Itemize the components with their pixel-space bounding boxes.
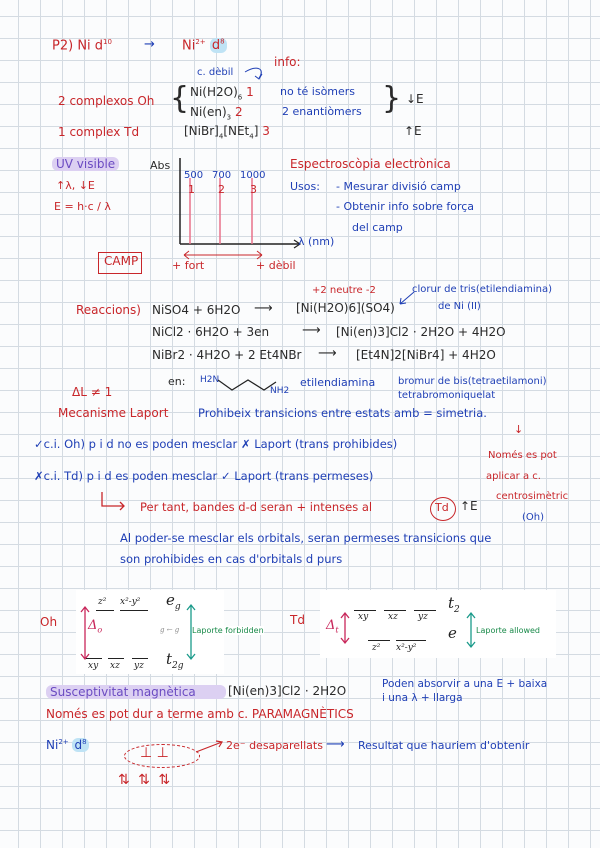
td-splitting-diagram <box>320 590 556 658</box>
td-label: Td <box>290 613 305 627</box>
oh-bot-xy: xy <box>88 661 99 671</box>
bands-note: Per tant, bandes d-d seran + intenses al <box>140 500 373 514</box>
oh-delta-label: $\Delta_o$ <box>88 618 103 635</box>
energy-down: ↓E <box>406 92 424 106</box>
ni-ion: $Ni^{2+}$ $d^8$ <box>182 38 225 54</box>
complex-ni-en: $Ni(en)_3$ 2 <box>190 105 243 122</box>
oh-eg-level-1 <box>96 610 114 611</box>
reaction-1-left: NiSO4 + 6H2O <box>152 303 241 317</box>
td-delta-label: $\Delta_t$ <box>326 618 339 635</box>
mixing-note-2: son prohibides en cas d'orbitals d purs <box>120 552 343 566</box>
mixing-note: Al poder-se mesclar els orbitals, seran permeses transicions que <box>120 531 492 545</box>
oxidation-states: +2 neutre -2 <box>312 285 376 296</box>
side-note-3: centrosimètric <box>496 491 569 502</box>
use-2b: del camp <box>352 221 403 234</box>
complex-td-label: 1 complex Td <box>58 125 140 139</box>
td-bot-z2: z² <box>372 643 381 653</box>
reaction-3-right: [Et4N]2[NiBr4] + 4H2O <box>356 348 496 362</box>
arrow-icon: ⟶ <box>326 737 345 752</box>
arrow-icon: ⟶ <box>318 346 337 361</box>
absorb-note: Poden absorvir a una E + baixa <box>382 678 548 690</box>
complex-ni-h2o-note: no té isòmers <box>280 85 356 98</box>
eg-electrons: ⊥ ⊥ <box>140 745 169 761</box>
td-delta-arrow <box>340 612 350 646</box>
oh-top-x2y2: x²-y² <box>120 597 141 607</box>
tris-name: clorur de tris(etilendiamina) <box>412 284 552 295</box>
complex-oh-label: 2 complexos Oh <box>58 94 155 108</box>
unpaired-note: 2e⁻ desaparellats <box>226 739 323 752</box>
reaction-2-left: NiCl2 · 6H2O + 3en <box>152 325 270 339</box>
oh-bot-xz: xz <box>110 661 120 671</box>
td-t2-level-1 <box>354 610 376 611</box>
oh-label: Oh <box>40 615 58 629</box>
strong-field-label: + fort <box>172 259 205 272</box>
weak-arrow-icon <box>245 66 275 82</box>
energy-equation: E = h·c / λ <box>54 200 111 213</box>
brace-left-icon: { <box>170 81 190 116</box>
complex-ni-h2o: $Ni(H2O)_6$ 1 <box>190 85 254 102</box>
paramagnetic-note: Només es pot dur a terme amb c. PARAMAGNÈTICS <box>46 707 354 721</box>
td-t2-label: $t_2$ <box>448 594 460 615</box>
td-rule: ✗c.i. Td) p i d es poden mesclar ✓ Laport (trans permeses) <box>34 469 374 483</box>
complex-ni-en-note: 2 enantiòmers <box>282 105 362 118</box>
arrow-icon: ⟶ <box>254 301 273 316</box>
en-label: en: <box>168 375 186 388</box>
td-t2-level-2 <box>384 610 406 611</box>
abs-axis-label: Abs <box>150 159 171 172</box>
reaction-1-right: [Ni(H2O)6](SO4) <box>296 301 395 315</box>
use-1: - Mesurar divisió camp <box>336 180 461 193</box>
unpaired-arrow-icon <box>196 740 226 754</box>
td-t2-level-3 <box>414 610 436 611</box>
info-label: info: <box>274 55 301 69</box>
oh-t2g-level-3 <box>132 658 148 659</box>
td-e-level-1 <box>368 640 390 641</box>
td-top-xy: xy <box>358 612 369 622</box>
bands-energy: ↑E <box>460 499 478 513</box>
oh-gg-label: g ← g <box>160 626 180 634</box>
ni-config: $Ni^{2+}$ $d^8$ <box>46 738 87 752</box>
oh-t2g-level-2 <box>108 658 124 659</box>
side-note-4: (Oh) <box>522 512 545 523</box>
laport-title: Mecanisme Laport <box>58 406 169 420</box>
name-arrow-icon <box>398 290 418 306</box>
en-nh2: NH2 <box>270 386 290 396</box>
laport-desc: Prohibeix transicions entre estats amb = simetria. <box>198 406 487 420</box>
bromide-name: bromur de bis(tetraetilamoni) <box>398 376 547 387</box>
spectroscopy-title: Espectroscòpia electrònica <box>290 157 451 171</box>
td-e-level-2 <box>396 640 426 641</box>
en-h2n: H2N <box>200 375 220 385</box>
susceptibility-compound: [Ni(en)3]Cl2 · 2H2O <box>228 684 347 698</box>
result-note: Resultat que hauriem d'obtenir <box>358 739 530 752</box>
absorb-note-2: i una λ + llarga <box>382 692 463 704</box>
en-structure <box>218 378 278 396</box>
td-top-yz: yz <box>418 612 428 622</box>
td-e-label: e <box>448 624 457 642</box>
side-note-1: Només es pot <box>488 450 557 461</box>
oh-t2g-level-1 <box>86 658 102 659</box>
delta-l: ΔL ≠ 1 <box>72 385 113 399</box>
peak-1000: 1000 <box>240 170 266 181</box>
reaction-3-left: NiBr2 · 4H2O + 2 Et4NBr <box>152 348 302 362</box>
td-bot-x2y2: x²-y² <box>396 643 417 653</box>
weak-field-label-2: + dèbil <box>256 259 296 272</box>
energy-up: ↑E <box>404 124 422 138</box>
complex-nibr: $[NiBr]_4[NEt_4]$ 3 <box>184 124 270 141</box>
oh-top-z2: z² <box>98 597 107 607</box>
susceptibility-label: Susceptivitat magnètica <box>46 686 226 700</box>
arrow-icon: → <box>144 37 155 52</box>
oh-bot-yz: yz <box>134 661 144 671</box>
oh-eg-level-2 <box>120 610 148 611</box>
reaction-2-right: [Ni(en)3]Cl2 · 2H2O + 4H2O <box>336 325 506 339</box>
tris-name-2: de Ni (II) <box>438 301 481 312</box>
camp-label: CAMP <box>104 254 139 268</box>
down-arrow-icon: ↓ <box>514 423 524 436</box>
page-title: P2) Ni $d^{10}$ <box>52 38 112 54</box>
reactions-title: Reaccions) <box>76 303 141 317</box>
en-name: etilendiamina <box>300 376 376 389</box>
lambda-axis-label: λ (nm) <box>298 235 335 248</box>
oh-rule: ✓c.i. Oh) p i d no es poden mesclar ✗ Laport (trans prohibides) <box>34 437 398 451</box>
laporte-allowed-tag: Laporte allowed <box>476 626 541 635</box>
uv-visible-label: UV visible <box>52 158 119 172</box>
bands-td: Td <box>435 501 449 514</box>
oh-eg-label: $e_g$ <box>166 591 181 612</box>
use-2: - Obtenir info sobre força <box>336 200 475 213</box>
peak-700: 700 <box>212 170 232 181</box>
peak-500: 500 <box>184 170 204 181</box>
oh-t2g-label: $t_{2g}$ <box>166 650 184 671</box>
brace-right-icon: } <box>382 81 402 116</box>
laporte-forbidden-tag: Laporte forbidden <box>192 626 264 635</box>
arrow-icon: ⟶ <box>302 323 321 338</box>
peak-id-1: 1 <box>188 183 195 196</box>
td-top-xz: xz <box>388 612 398 622</box>
corner-arrow-icon <box>98 492 128 512</box>
t2g-electrons: ⇅ ⇅ ⇅ <box>118 772 173 788</box>
side-note-2: aplicar a c. <box>486 471 541 482</box>
uses-label: Usos: <box>290 180 320 193</box>
lambda-relation: ↑λ, ↓E <box>56 179 95 192</box>
peak-id-3: 3 <box>250 183 257 196</box>
weak-field-label: c. dèbil <box>197 67 234 78</box>
td-allow-arrow <box>466 612 476 650</box>
bromide-name-2: tetrabromoniquelat <box>398 390 496 401</box>
peak-id-2: 2 <box>218 183 225 196</box>
